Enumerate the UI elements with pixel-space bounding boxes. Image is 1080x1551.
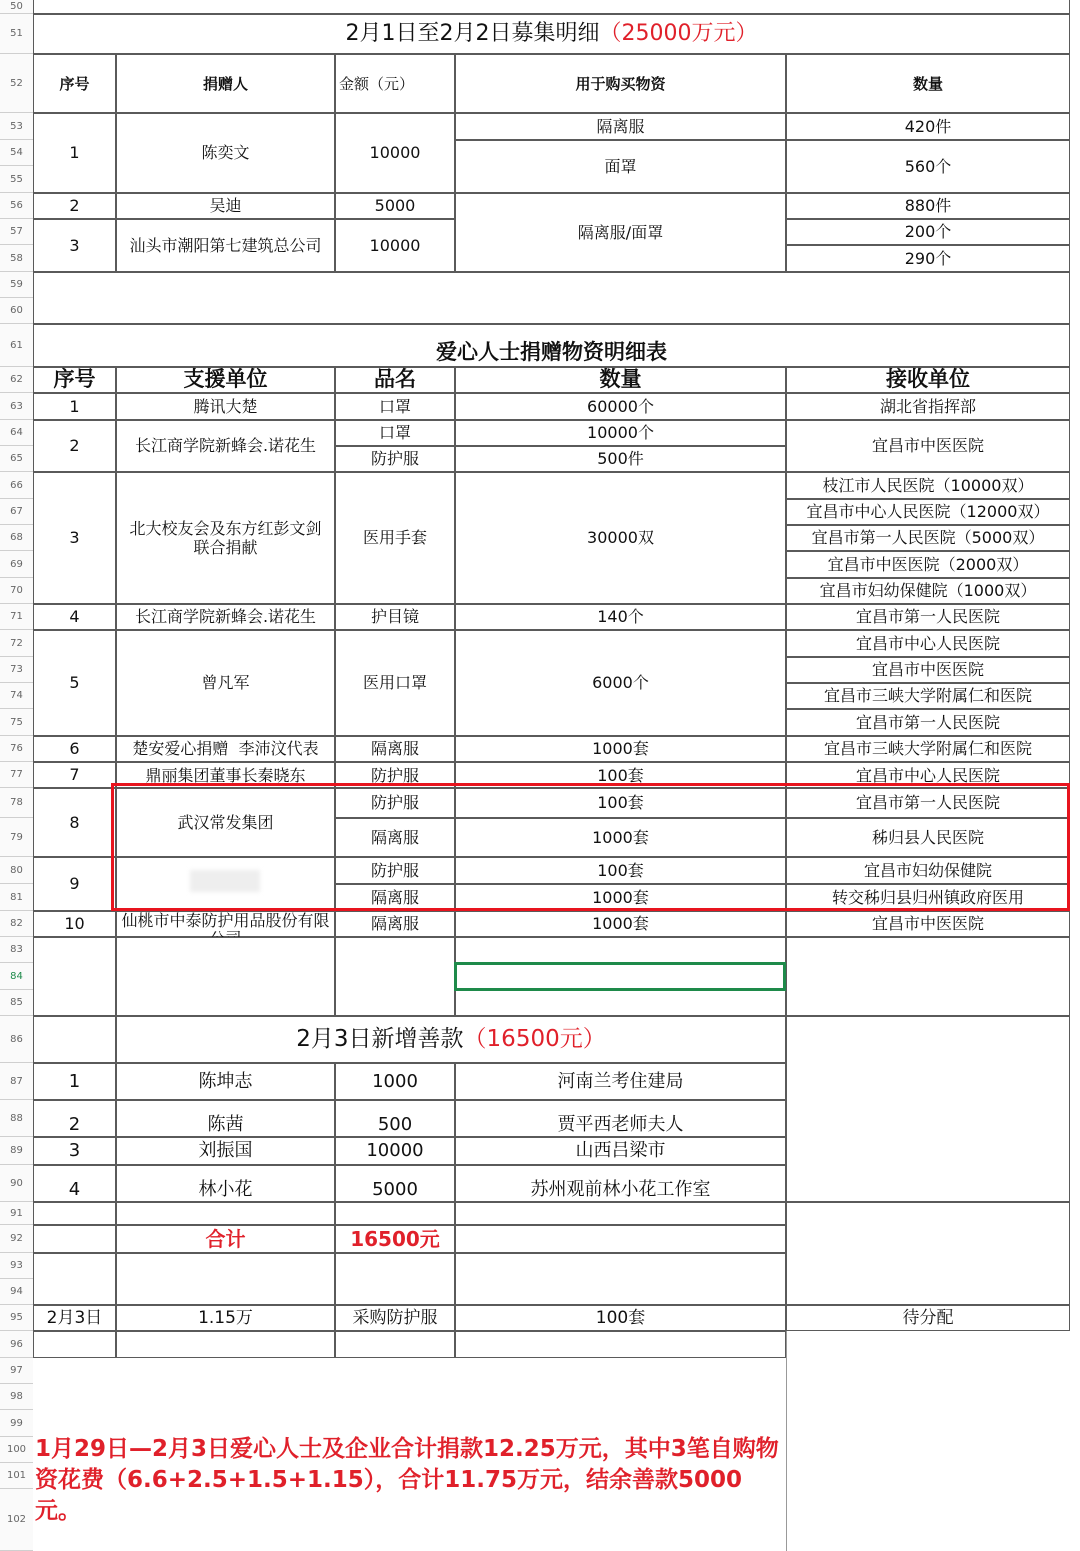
quantity-cell[interactable]: 200个 (786, 219, 1070, 245)
donor-name[interactable]: 刘振国 (116, 1137, 335, 1165)
row-number[interactable]: 101 (0, 1463, 33, 1489)
product-name[interactable]: 隔离服 (335, 911, 455, 937)
product-name[interactable]: 口罩 (335, 420, 455, 446)
row-number[interactable]: 60 (0, 298, 33, 324)
product-quantity[interactable]: 1000套 (455, 818, 786, 857)
header-items[interactable]: 用于购买物资 (455, 54, 786, 113)
quantity-cell[interactable]: 290个 (786, 245, 1070, 272)
row-number[interactable]: 78 (0, 788, 33, 818)
product-quantity[interactable]: 100套 (455, 762, 786, 788)
support-unit[interactable]: 长江商学院新蜂会.诺花生 (116, 604, 335, 630)
row-number[interactable]: 53 (0, 113, 33, 140)
purchase-amount[interactable]: 1.15万 (116, 1305, 335, 1331)
support-unit[interactable]: 北大校友会及东方红彭文剑联合捐献 (116, 472, 335, 604)
empty-cell[interactable] (33, 1016, 116, 1063)
empty-cell[interactable] (116, 937, 335, 1016)
empty-cell[interactable] (335, 1331, 455, 1358)
empty-cell[interactable] (455, 1225, 786, 1253)
row-number[interactable]: 61 (0, 324, 33, 367)
donation-amount[interactable]: 10000 (335, 1137, 455, 1165)
row-no[interactable]: 6 (33, 736, 116, 762)
empty-cell[interactable] (335, 1253, 455, 1305)
section1-title-amount: （25000万元） (599, 20, 758, 46)
receiver-unit[interactable]: 宜昌市第一人民医院 (786, 604, 1070, 630)
purchase-date[interactable]: 2月3日 (33, 1305, 116, 1331)
row-no[interactable]: 3 (33, 219, 116, 272)
item-cell[interactable]: 隔离服/面罩 (455, 193, 786, 272)
row-no[interactable]: 1 (33, 393, 116, 420)
column-divider (786, 1331, 787, 1551)
header-quantity[interactable]: 数量 (786, 54, 1070, 113)
product-name[interactable]: 防护服 (335, 857, 455, 884)
row-number[interactable]: 63 (0, 393, 33, 420)
row-number[interactable]: 72 (0, 630, 33, 657)
empty-cell[interactable] (455, 1202, 786, 1225)
row-number[interactable]: 98 (0, 1384, 33, 1410)
empty-cell[interactable] (786, 937, 1070, 1016)
quantity-cell[interactable]: 880件 (786, 193, 1070, 219)
header-no[interactable]: 序号 (33, 367, 116, 393)
row-no[interactable]: 2 (33, 420, 116, 472)
row-number[interactable]: 89 (0, 1137, 33, 1165)
row-number-selected[interactable]: 84 (0, 963, 33, 990)
section3-title-amount: （16500元） (463, 1025, 606, 1052)
empty-cell[interactable] (455, 1253, 786, 1305)
row-number[interactable]: 94 (0, 1279, 33, 1305)
donation-amount[interactable]: 500 (335, 1100, 455, 1137)
donation-amount[interactable]: 10000 (335, 219, 455, 272)
product-quantity[interactable]: 1000套 (455, 911, 786, 937)
empty-cell[interactable] (33, 1331, 116, 1358)
row-no[interactable]: 1 (33, 113, 116, 193)
section1-title[interactable] (33, 14, 1070, 54)
product-quantity[interactable]: 6000个 (455, 630, 786, 736)
purchase-purpose[interactable]: 采购防护服 (335, 1305, 455, 1331)
item-cell[interactable]: 隔离服 (455, 113, 786, 140)
row-number[interactable]: 68 (0, 525, 33, 551)
row-number[interactable]: 70 (0, 578, 33, 604)
product-quantity[interactable]: 60000个 (455, 393, 786, 420)
row-no[interactable]: 1 (33, 1063, 116, 1100)
receiver-unit[interactable]: 宜昌市中心人民医院 (786, 630, 1070, 657)
section3-title-text: 2月3日新增善款 (296, 1025, 464, 1052)
receiver-unit[interactable]: 宜昌市第一人民医院（5000双） (786, 525, 1070, 551)
row-no[interactable]: 9 (33, 857, 116, 911)
product-name[interactable]: 防护服 (335, 788, 455, 818)
row-number[interactable]: 65 (0, 446, 33, 472)
donation-amount[interactable]: 10000 (335, 113, 455, 193)
empty-cell[interactable] (33, 1225, 116, 1253)
row-number[interactable]: 86 (0, 1016, 33, 1063)
empty-cell[interactable] (116, 1331, 335, 1358)
donor-name[interactable]: 陈坤志 (116, 1063, 335, 1100)
row-number[interactable]: 87 (0, 1063, 33, 1100)
product-name[interactable]: 隔离服 (335, 884, 455, 911)
row-no[interactable]: 10 (33, 911, 116, 937)
receiver-unit[interactable]: 转交秭归县归州镇政府医用 (786, 884, 1070, 911)
row-number[interactable]: 85 (0, 990, 33, 1016)
purchase-status[interactable]: 待分配 (786, 1305, 1070, 1331)
empty-cell[interactable] (116, 1202, 335, 1225)
row-number[interactable]: 95 (0, 1305, 33, 1331)
row-number[interactable]: 73 (0, 657, 33, 683)
receiver-unit[interactable]: 宜昌市妇幼保健院（1000双） (786, 578, 1070, 604)
empty-cell[interactable] (33, 937, 116, 1016)
empty-cell[interactable] (33, 1253, 116, 1305)
product-name[interactable]: 护目镜 (335, 604, 455, 630)
row-number[interactable]: 74 (0, 683, 33, 709)
purchase-quantity[interactable]: 100套 (455, 1305, 786, 1331)
receiver-unit[interactable]: 宜昌市三峡大学附属仁和医院 (786, 683, 1070, 709)
support-unit[interactable]: 仙桃市中泰防护用品股份有限 (116, 911, 335, 937)
row-no[interactable]: 5 (33, 630, 116, 736)
product-quantity[interactable]: 100套 (455, 788, 786, 818)
section2-title[interactable]: 爱心人士捐赠物资明细表 (33, 324, 1070, 367)
header-amount[interactable]: 金额（元） (335, 54, 455, 113)
row-number[interactable]: 52 (0, 54, 33, 113)
row-number[interactable]: 56 (0, 193, 33, 219)
row-number[interactable]: 79 (0, 818, 33, 857)
receiver-unit[interactable]: 宜昌市中医医院 (786, 420, 1070, 472)
row-number[interactable]: 71 (0, 604, 33, 630)
section1-title-text: 2月1日至2月2日募集明细 (345, 20, 600, 46)
product-quantity[interactable]: 30000双 (455, 472, 786, 604)
row-no[interactable]: 8 (33, 788, 116, 857)
row-number[interactable]: 58 (0, 245, 33, 272)
row-number[interactable]: 76 (0, 736, 33, 762)
receiver-unit[interactable]: 宜昌市中心人民医院 (786, 762, 1070, 788)
row-number[interactable]: 82 (0, 911, 33, 937)
product-quantity[interactable]: 500件 (455, 446, 786, 472)
donation-amount[interactable]: 1000 (335, 1063, 455, 1100)
row-number[interactable]: 64 (0, 420, 33, 446)
row-no[interactable]: 7 (33, 762, 116, 788)
footer-summary-note[interactable]: 1月29日—2月3日爱心人士及企业合计捐款12.25万元，其中3笔自购物资花费（6.6+2.5+1.5+1.15），合计11.75万元，结余善款5000元。 (35, 1436, 779, 1524)
receiver-unit[interactable]: 宜昌市第一人民医院 (786, 709, 1070, 736)
donation-amount[interactable]: 5000 (335, 1165, 455, 1202)
header-receiver[interactable]: 接收单位 (786, 367, 1070, 393)
empty-cell[interactable] (33, 272, 1070, 324)
receiver-unit[interactable]: 秭归县人民医院 (786, 818, 1070, 857)
product-quantity[interactable]: 1000套 (455, 736, 786, 762)
empty-cell[interactable] (33, 0, 1070, 14)
row-no[interactable]: 2 (33, 1100, 116, 1137)
row-number[interactable]: 51 (0, 14, 33, 54)
product-name[interactable]: 医用口罩 (335, 630, 455, 736)
row-number[interactable]: 93 (0, 1253, 33, 1279)
receiver-unit[interactable]: 宜昌市中医医院（2000双） (786, 551, 1070, 578)
row-no[interactable]: 4 (33, 1165, 116, 1202)
header-donor[interactable]: 捐赠人 (116, 54, 335, 113)
row-number[interactable]: 77 (0, 762, 33, 788)
row-number[interactable]: 88 (0, 1100, 33, 1137)
product-quantity[interactable]: 1000套 (455, 884, 786, 911)
empty-cell[interactable] (33, 1202, 116, 1225)
header-unit[interactable]: 支援单位 (116, 367, 335, 393)
product-name[interactable]: 医用手套 (335, 472, 455, 604)
row-no[interactable]: 4 (33, 604, 116, 630)
product-name[interactable]: 隔离服 (335, 736, 455, 762)
product-name[interactable]: 防护服 (335, 762, 455, 788)
product-quantity[interactable]: 140个 (455, 604, 786, 630)
row-number[interactable]: 67 (0, 499, 33, 525)
donor-note[interactable]: 苏州观前林小花工作室 (455, 1165, 786, 1202)
donor-note[interactable]: 山西吕梁市 (455, 1137, 786, 1165)
section3-title[interactable] (116, 1016, 786, 1063)
header-quantity[interactable]: 数量 (455, 367, 786, 393)
row-number[interactable]: 54 (0, 140, 33, 166)
row-number[interactable]: 100 (0, 1437, 33, 1463)
row-number[interactable]: 57 (0, 219, 33, 245)
donor-note[interactable]: 贾平西老师夫人 (455, 1100, 786, 1137)
donor-name[interactable]: 汕头市潮阳第七建筑总公司 (116, 219, 335, 272)
empty-cell[interactable] (116, 1253, 335, 1305)
item-cell[interactable]: 面罩 (455, 140, 786, 193)
row-number[interactable]: 99 (0, 1410, 33, 1437)
total-label[interactable]: 合计 (116, 1225, 335, 1253)
row-number[interactable]: 66 (0, 472, 33, 499)
product-name[interactable]: 口罩 (335, 393, 455, 420)
row-number[interactable]: 83 (0, 937, 33, 963)
receiver-unit[interactable]: 宜昌市中医医院 (786, 657, 1070, 683)
support-unit[interactable]: 楚安爱心捐赠 李沛汶代表 (116, 736, 335, 762)
row-number[interactable]: 102 (0, 1489, 33, 1551)
product-name[interactable]: 隔离服 (335, 818, 455, 857)
row-no[interactable]: 3 (33, 1137, 116, 1165)
donor-note[interactable]: 河南兰考住建局 (455, 1063, 786, 1100)
empty-cell[interactable] (786, 1202, 1070, 1305)
row-number[interactable]: 96 (0, 1331, 33, 1358)
row-number[interactable]: 75 (0, 709, 33, 736)
row-number[interactable]: 55 (0, 166, 33, 193)
total-value[interactable]: 16500元 (335, 1225, 455, 1253)
donor-name[interactable]: 吴迪 (116, 193, 335, 219)
row-number[interactable]: 81 (0, 884, 33, 911)
header-product[interactable]: 品名 (335, 367, 455, 393)
support-unit[interactable]: 武汉常发集团 (116, 788, 335, 857)
row-no[interactable]: 3 (33, 472, 116, 604)
empty-cell[interactable] (786, 1016, 1070, 1202)
receiver-unit[interactable]: 枝江市人民医院（10000双） (786, 472, 1070, 499)
support-unit[interactable]: 腾讯大楚 (116, 393, 335, 420)
receiver-unit[interactable]: 湖北省指挥部 (786, 393, 1070, 420)
quantity-cell[interactable]: 420件 (786, 113, 1070, 140)
row-number[interactable]: 91 (0, 1202, 33, 1225)
row-number[interactable]: 69 (0, 551, 33, 578)
row-number[interactable]: 50 (0, 0, 33, 14)
receiver-unit[interactable]: 宜昌市中心人民医院（12000双） (786, 499, 1070, 525)
empty-cell[interactable] (455, 1331, 786, 1358)
quantity-cell[interactable]: 560个 (786, 140, 1070, 193)
empty-cell[interactable] (335, 937, 455, 1016)
donor-name[interactable]: 林小花 (116, 1165, 335, 1202)
row-number[interactable]: 80 (0, 857, 33, 884)
support-unit[interactable]: 长江商学院新蜂会.诺花生 (116, 420, 335, 472)
row-number[interactable]: 62 (0, 367, 33, 393)
header-no[interactable]: 序号 (33, 54, 116, 113)
product-quantity[interactable]: 10000个 (455, 420, 786, 446)
row-number[interactable]: 59 (0, 272, 33, 298)
empty-cell[interactable] (335, 1202, 455, 1225)
empty-cell[interactable] (455, 937, 786, 1016)
receiver-unit[interactable]: 宜昌市三峡大学附属仁和医院 (786, 736, 1070, 762)
row-number[interactable]: 90 (0, 1165, 33, 1202)
row-number[interactable]: 97 (0, 1358, 33, 1384)
product-name[interactable]: 防护服 (335, 446, 455, 472)
support-unit[interactable]: 曾凡军 (116, 630, 335, 736)
support-unit[interactable]: 鼎丽集团董事长秦晓东 (116, 762, 335, 788)
donor-name[interactable]: 陈茜 (116, 1100, 335, 1137)
row-number[interactable]: 92 (0, 1225, 33, 1253)
product-quantity[interactable]: 100套 (455, 857, 786, 884)
receiver-unit[interactable]: 宜昌市第一人民医院 (786, 788, 1070, 818)
receiver-unit[interactable]: 宜昌市妇幼保健院 (786, 857, 1070, 884)
row-no[interactable]: 2 (33, 193, 116, 219)
donation-amount[interactable]: 5000 (335, 193, 455, 219)
receiver-unit[interactable]: 宜昌市中医医院 (786, 911, 1070, 937)
redacted-blur (190, 870, 260, 892)
donor-name[interactable]: 陈奕文 (116, 113, 335, 193)
